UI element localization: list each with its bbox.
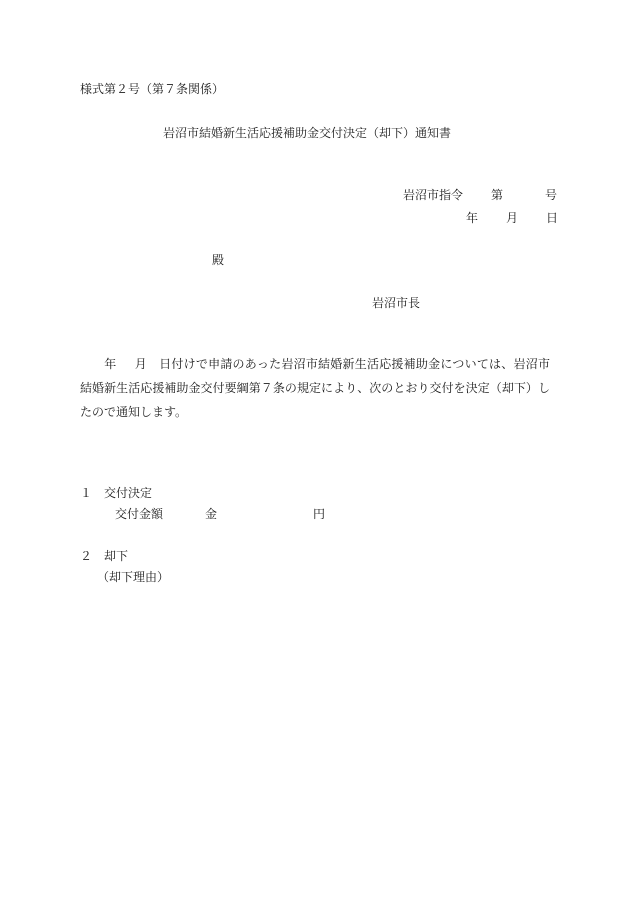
section2-heading — [80, 550, 128, 562]
body-month: 月 — [134, 357, 147, 371]
reference-go: 号 — [545, 188, 558, 202]
section1-title: 交付決定 — [104, 486, 153, 500]
issue-date — [466, 212, 558, 224]
rejection-reason-label: （却下理由） — [97, 570, 170, 584]
body-year: 年 — [104, 357, 117, 371]
addressee: 殿 — [212, 253, 225, 267]
amount-label: 交付金額 — [115, 507, 164, 521]
amount-yen: 円 — [313, 507, 326, 521]
section2-title: 却下 — [104, 549, 129, 563]
section1-heading — [80, 487, 152, 499]
reference-dai: 第 — [491, 188, 504, 202]
grant-amount-row — [115, 508, 325, 520]
date-year: 年 — [466, 211, 479, 225]
amount-kin: 金 — [205, 507, 218, 521]
date-month: 月 — [506, 211, 519, 225]
reference-prefix: 岩沼市指令 — [403, 188, 464, 202]
date-day: 日 — [546, 211, 559, 225]
document-title: 岩沼市結婚新生活応援補助金交付決定（却下）通知書 — [163, 126, 452, 140]
form-number: 様式第２号（第７条関係） — [80, 82, 225, 96]
section1-number: １ — [80, 486, 93, 500]
reference-number — [403, 189, 557, 201]
issuer: 岩沼市長 — [372, 296, 421, 310]
body-text: 日付けで申請のあった岩沼市結婚新生活応援補助金については、岩沼市結婚新生活応援補助金交付要綱第７条の規定により、次のとおり交付を決定（却下）したので通知します。 — [80, 357, 550, 419]
body-paragraph — [80, 352, 550, 424]
section2-number: ２ — [80, 549, 93, 563]
